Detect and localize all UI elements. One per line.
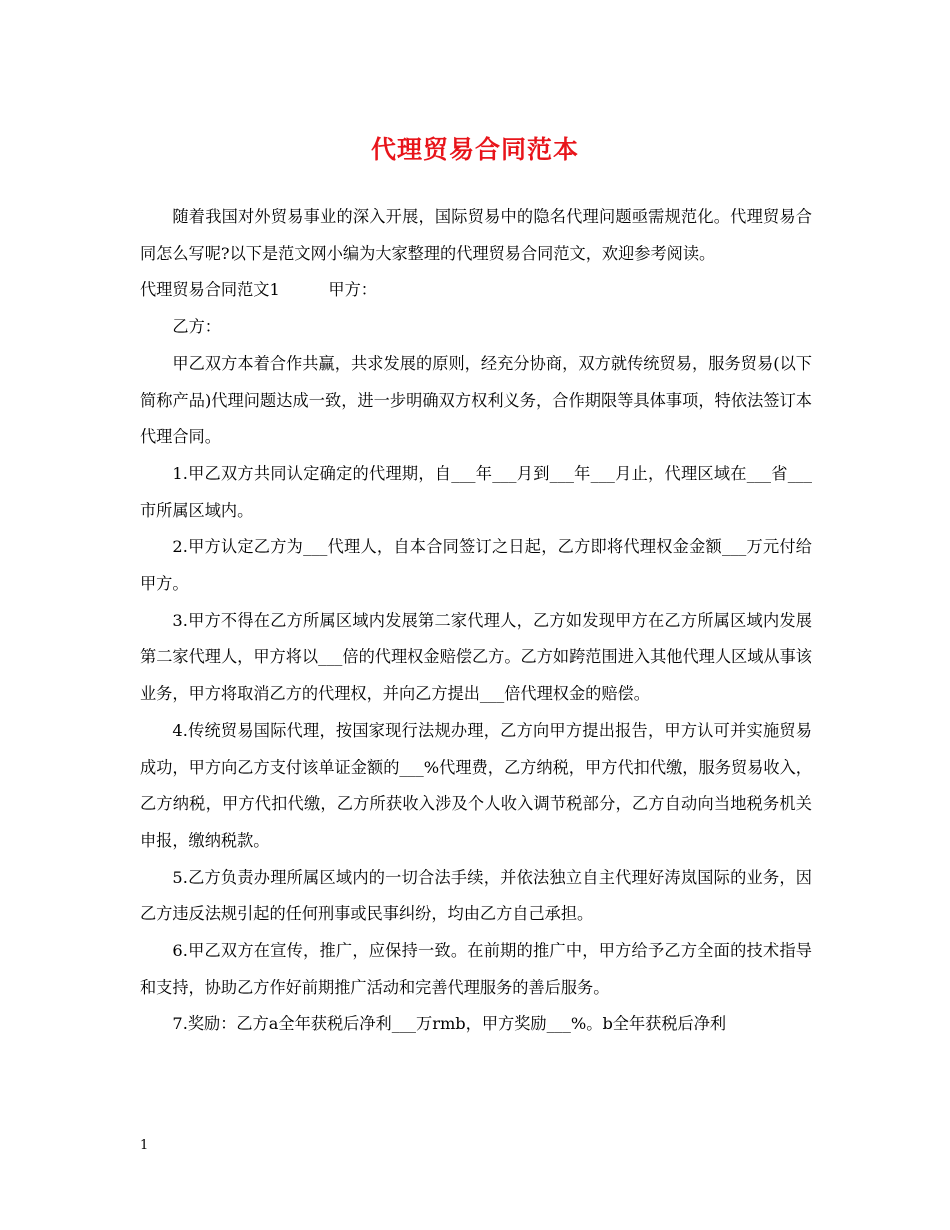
party-b-label: 乙方： — [172, 317, 221, 337]
document-body — [140, 199, 812, 1043]
sample-heading-line — [140, 272, 812, 309]
intro-paragraph: 随着我国对外贸易事业的深入开展，国际贸易中的隐名代理问题亟需规范化。代理贸易合同怎么写呢?以下是范文网小编为大家整理的代理贸易合同范文，欢迎参考阅读。 — [140, 207, 812, 263]
clause-2: 2.甲方认定乙方为___代理人，自本合同签订之日起，乙方即将代理权金金额___万元付给甲方。 — [140, 537, 812, 594]
clause-6: 6.甲乙双方在宣传，推广，应保持一致。在前期的推广中，甲方给予乙方全面的技术指导和支持，协助乙方作好前期推广活动和完善代理服务的善后服务。 — [140, 941, 812, 997]
sample-heading: 代理贸易合同范文1 — [140, 280, 280, 300]
clause-3: 3.甲方不得在乙方所属区域内发展第二家代理人，乙方如发现甲方在乙方所属区域内发展第二家代理人，甲方将以___倍的代理权金赔偿乙方。乙方如跨范围进入其他代理人区域从事该业务，甲方将取消乙方的代理权，并向乙方提出___倍代理权金的赔偿。 — [140, 610, 812, 704]
clause-4: 4.传统贸易国际代理，按国家现行法规办理，乙方向甲方提出报告，甲方认可并实施贸易成功，甲方向乙方支付该单证金额的___%代理费，乙方纳税，甲方代扣代缴，服务贸易收入，乙方纳税，甲方代扣代缴，乙方所获收入涉及个人收入调节税部分，乙方自动向当地税务机关申报，缴纳税款。 — [140, 720, 812, 850]
page-number: 1 — [140, 1138, 149, 1153]
clause-1: 1.甲乙双方共同认定确定的代理期，自___年___月到___年___月止，代理区域在___省___市所属区域内。 — [140, 463, 812, 520]
document-title: 代理贸易合同范本 — [370, 135, 579, 164]
clause-7: 7.奖励：乙方a全年获税后净利___万rmb，甲方奖励___%。b全年获税后净利 — [172, 1014, 727, 1034]
preamble-paragraph: 甲乙双方本着合作共赢，共求发展的原则，经充分协商，双方就传统贸易，服务贸易(以下简称产品)代理问题达成一致，进一步明确双方权利义务，合作期限等具体事项，特依法签订本代理合同。 — [140, 353, 812, 447]
party-a-label: 甲方： — [328, 280, 377, 300]
clause-5: 5.乙方负责办理所属区域内的一切合法手续，并依法独立自主代理好涛岚国际的业务，因乙方违反法规引起的任何刑事或民事纠纷，均由乙方自己承担。 — [140, 867, 812, 924]
